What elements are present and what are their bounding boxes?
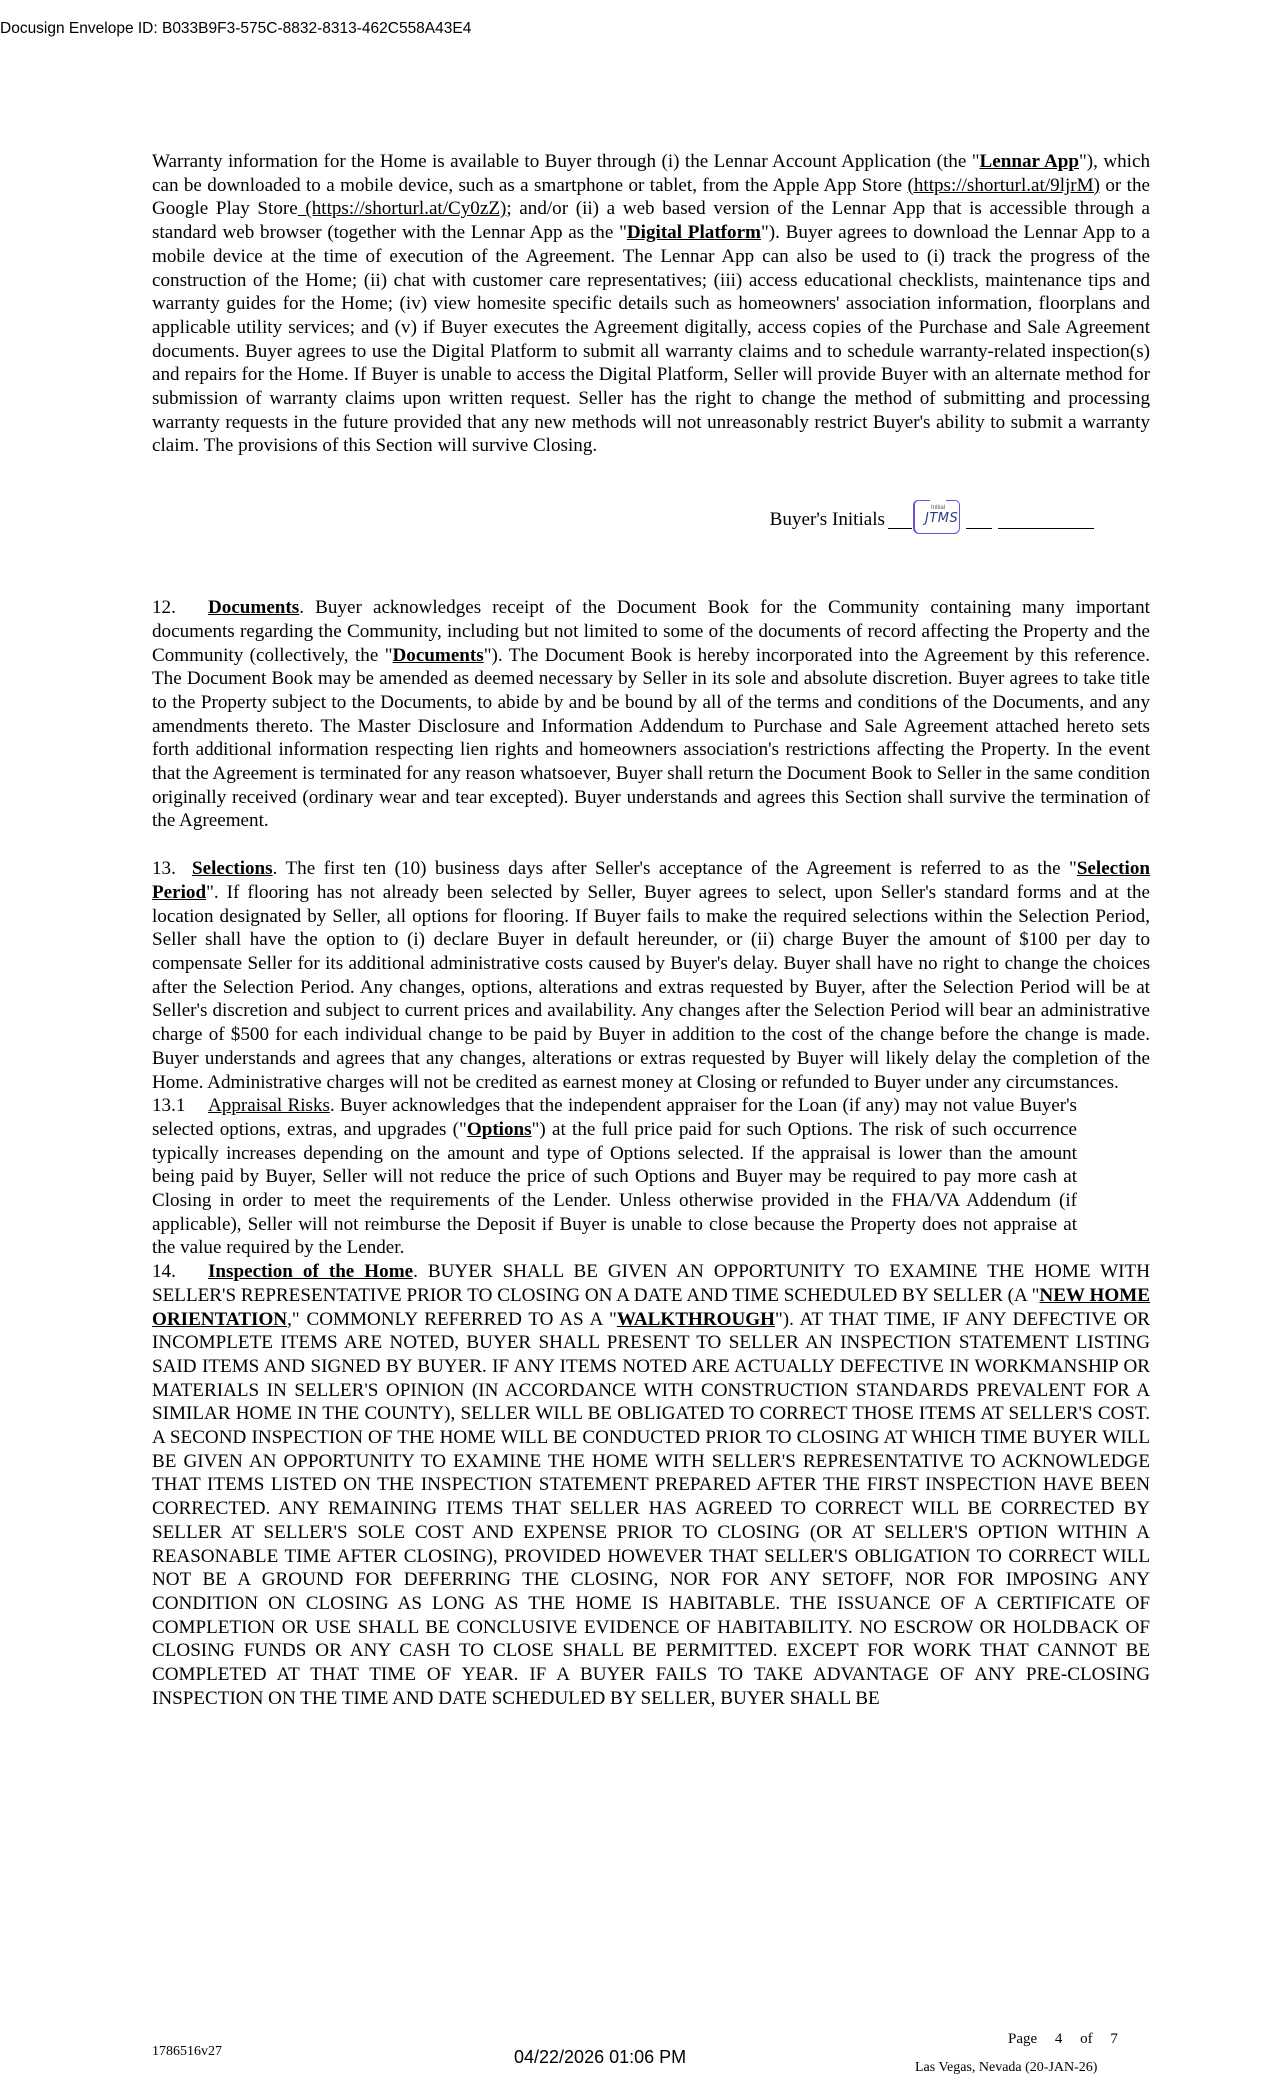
defined-term: Options xyxy=(466,1118,532,1140)
timestamp: 04/22/2026 01:06 PM xyxy=(514,2047,687,2067)
section-number: 13.1 xyxy=(152,1095,186,1117)
page-number: Page 4 of 7 xyxy=(1008,2031,1118,2047)
section-13 xyxy=(152,857,1150,1094)
defined-term: WALKTHROUGH xyxy=(616,1308,775,1330)
section-heading: Inspection of the Home xyxy=(208,1261,414,1283)
section-text: ". If flooring has not already been selected by Seller, Buyer agrees to select, upon Seller's standard forms and at the location designated by Seller, all options for flooring. If Buyer fails to make the required selections within the Selection Period, Seller shall have the option to (i) declare Buyer in default hereunder, or (ii) charge Buyer the amount of $100 per day to compensate Seller for its additional administrative costs caused by Buyer's delay. Buyer shall have no right to change the choices after the Selection Period. Any changes, options, alterations and extras requested by Buyer, after the Selection Period will be at Seller's discretion and subject to current prices and availability. Any changes after the Selection Period will bear an administrative charge of $500 for each individual change to be paid by Buyer in addition to the cost of the change before the change is made. Buyer understands and agrees that any changes, alterations or extras requested by Buyer will likely delay the completion of the Home. Administrative charges will not be credited as earnest money at Closing or refunded to Buyer under any circumstances. xyxy=(152,881,1150,1093)
section-number: 13. xyxy=(152,858,176,880)
document-location: Las Vegas, Nevada (20-JAN-26) xyxy=(915,2060,1098,2075)
initials-line xyxy=(888,528,912,529)
document-id: 1786516v27 xyxy=(152,2044,222,2059)
section-13-1 xyxy=(152,1094,1077,1260)
warranty-text: "), which can be downloaded to a mobile device, such as a smartphone or tablet, from the Apple App Store xyxy=(152,151,1150,196)
defined-term: Documents xyxy=(392,644,484,666)
section-heading: Selections xyxy=(192,858,273,880)
apple-store-link[interactable]: (https://shorturl.at/9ljrM) xyxy=(907,174,1100,196)
section-text: . Buyer acknowledges that the independent appraiser for the Loan (if any) may not value Buyer's selected options, extras, and upgrades (" xyxy=(152,1095,1077,1140)
warranty-text: "). Buyer agrees to download the Lennar App to a mobile device at the time of execution of the Agreement. The Lennar App can also be used to (i) track the progress of the construction of the Home; (ii) chat with customer care representatives; (iii) access educational checklists, maintenance tips and warranty guides for the Home; (iv) view homesite specific details such as homeowners' association information, floorplans and applicable utility services; and (v) if Buyer executes the Agreement digitally, access copies of the Purchase and Sale Agreement documents. Buyer agrees to use the Digital Platform to submit all warranty claims and to schedule warranty-related inspection(s) and repairs for the Home. If Buyer is unable to access the Digital Platform, Seller will provide Buyer with an alternate method for submission of warranty claims upon written request. Seller has the right to change the method of submitting and processing warranty requests in the future provided that any new methods will not unreasonably restrict Buyer's ability to submit a warranty claim. The provisions of this Section will survive Closing. xyxy=(152,222,1150,457)
initials-field[interactable] xyxy=(913,500,960,534)
section-number: 12. xyxy=(152,597,176,619)
section-12 xyxy=(152,596,1150,833)
defined-term: Selection Period xyxy=(152,858,1150,903)
section-heading: Documents xyxy=(208,597,300,619)
section-text: . BUYER SHALL BE GIVEN AN OPPORTUNITY TO EXAMINE THE HOME WITH SELLER'S REPRESENTATIVE PRIOR TO CLOSING ON A DATE AND TIME SCHEDULED BY SELLER (A " xyxy=(152,1261,1150,1306)
section-number: 14. xyxy=(152,1261,176,1283)
section-text: ") at the full price paid for such Options. The risk of such occurrence typically increases depending on the amount and type of Options selected. If the appraisal is lower than the amount being paid by Buyer, Seller will not reduce the price of such Options and Buyer may be required to pay more cash at Closing in order to meet the requirements of the Lender. Unless otherwise provided in the FHA/VA Addendum (if applicable), Seller will not reimburse the Deposit if Buyer is unable to close because the Property does not appraise at the value required by the Lender. xyxy=(152,1118,1077,1259)
section-text: "). The Document Book is hereby incorporated into the Agreement by this reference. The Document Book may be amended as deemed necessary by Seller in its sole and absolute discretion. Buyer agrees to take title to the Property subject to the Documents, to abide by and be bound by all of the terms and conditions of the Documents, and any amendments thereto. The Master Disclosure and Information Addendum to Purchase and Sale Agreement attached hereto sets forth additional information respecting lien rights and homeowners association's restrictions affecting the Property. In the event that the Agreement is terminated for any reason whatsoever, Buyer shall return the Document Book to Seller in the same condition originally received (ordinary wear and tear excepted). Buyer understands and agrees this Section shall survive the termination of the Agreement. xyxy=(152,644,1151,832)
warranty-text: Warranty information for the Home is available to Buyer through (i) the Lennar Account Application (the " xyxy=(152,151,980,172)
google-play-link[interactable]: (https://shorturl.at/Cy0zZ) xyxy=(297,198,507,220)
section-14 xyxy=(152,1260,1150,1710)
warranty-text: ; and/or (ii) a web based version of the Lennar App that is accessible through a standard web browser (together with the Lennar App as the " xyxy=(152,198,1150,244)
section-text: . The first ten (10) business days after Seller's acceptance of the Agreement is referred to as the " xyxy=(272,858,1077,880)
warranty-text: or the Google Play Store xyxy=(152,174,1151,220)
section-text: . Buyer acknowledges receipt of the Document Book for the Community containing many important documents regarding the Community, including but not limited to some of the documents of record affecting the Property and the Community (collectively, the " xyxy=(152,597,1150,666)
section-text: ," COMMONLY REFERRED TO AS A " xyxy=(287,1308,617,1330)
envelope-id: Docusign Envelope ID: B033B9F3-575C-8832-8313-462C558A43E4 xyxy=(0,20,472,37)
defined-term-lennar-app: Lennar App xyxy=(979,151,1079,172)
initials-tag: Initial xyxy=(930,497,946,521)
warranty-paragraph xyxy=(152,150,1150,458)
section-heading: Appraisal Risks xyxy=(208,1095,330,1117)
initials-line xyxy=(966,528,992,529)
buyer-initials-label: Buyer's Initials xyxy=(769,509,885,531)
initials-line xyxy=(998,528,1094,529)
initials-signature: JTMS xyxy=(925,511,959,527)
buyer-initials-row xyxy=(152,505,1150,536)
document-body xyxy=(152,150,1150,1710)
section-text: "). AT THAT TIME, IF ANY DEFECTIVE OR INCOMPLETE ITEMS ARE NOTED, BUYER SHALL PRESENT TO SELLER AN INSPECTION STATEMENT LISTING SAID ITEMS AND SIGNED BY BUYER. IF ANY ITEMS NOTED ARE ACTUALLY DEFECTIVE IN WORKMANSHIP OR MATERIALS IN SELLER'S OPINION (IN ACCORDANCE WITH CONSTRUCTION STANDARDS PREVALENT FOR A SIMILAR HOME IN THE COUNTY), SELLER WILL BE OBLIGATED TO CORRECT THOSE ITEMS AT SELLER'S COST. A SECOND INSPECTION OF THE HOME WILL BE CONDUCTED PRIOR TO CLOSING AT WHICH TIME BUYER WILL BE GIVEN AN OPPORTUNITY TO EXAMINE THE HOME WITH SELLER'S REPRESENTATIVE TO ACKNOWLEDGE THAT ITEMS LISTED ON THE INSPECTION STATEMENT PREPARED AFTER THE FIRST INSPECTION HAVE BEEN CORRECTED. ANY REMAINING ITEMS THAT SELLER HAS AGREED TO CORRECT WILL BE CORRECTED BY SELLER AT SELLER'S SOLE COST AND EXPENSE PRIOR TO CLOSING (OR AT SELLER'S OPTION WITHIN A REASONABLE TIME AFTER CLOSING), PROVIDED HOWEVER THAT SELLER'S OBLIGATION TO CORRECT WILL NOT BE A GROUND FOR DEFERRING THE CLOSING, NOR FOR ANY SETOFF, NOR FOR IMPOSING ANY CONDITION ON CLOSING AS LONG AS THE HOME IS HABITABLE. THE ISSUANCE OF A CERTIFICATE OF COMPLETION OR USE SHALL BE CONCLUSIVE EVIDENCE OF HABITABILITY. NO ESCROW OR HOLDBACK OF CLOSING FUNDS OR ANY CASH TO CLOSE SHALL BE PERMITTED. EXCEPT FOR WORK THAT CANNOT BE COMPLETED AT THAT TIME OF YEAR. IF A BUYER FAILS TO TAKE ADVANTAGE OF ANY PRE-CLOSING INSPECTION ON THE TIME AND DATE SCHEDULED BY SELLER, BUYER SHALL BE xyxy=(152,1308,1150,1709)
defined-term: NEW HOME ORIENTATION xyxy=(152,1284,1150,1330)
defined-term-digital-platform: Digital Platform xyxy=(626,222,761,244)
